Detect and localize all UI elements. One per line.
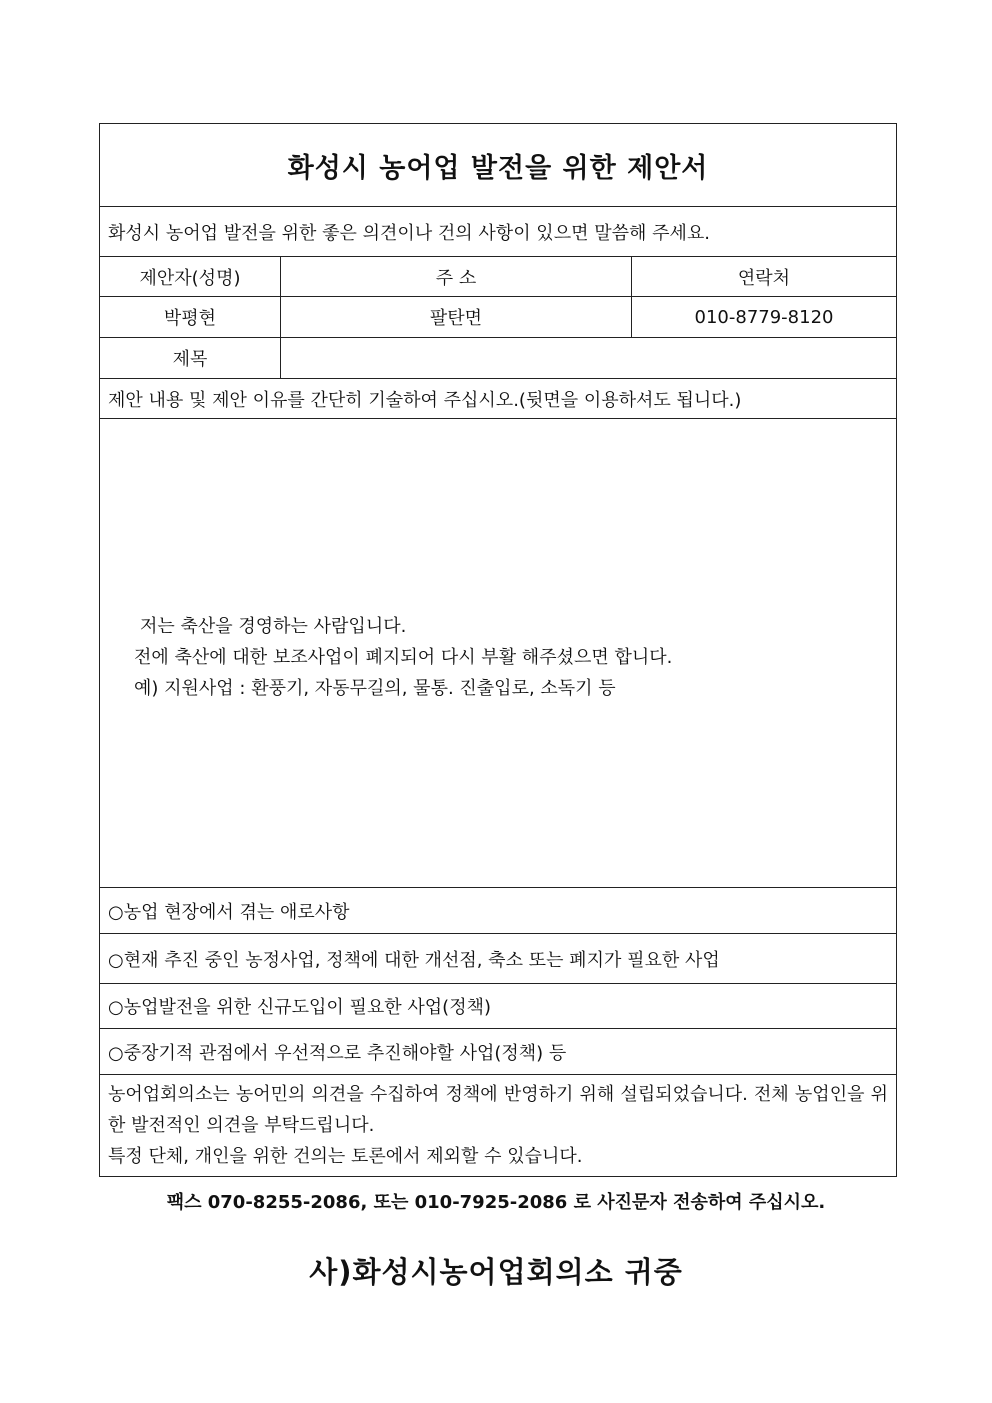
header-row — [100, 257, 896, 297]
content-line: 예) 지원사업 : 환풍기, 자동무길의, 물통. 진출입로, 소독기 등 — [134, 678, 616, 699]
notice-text — [100, 1075, 896, 1176]
contact-header: 연락처 — [737, 267, 791, 289]
content-line: 저는 축산을 경영하는 사람입니다. — [140, 616, 407, 637]
subject-row — [100, 338, 896, 379]
form-title: 화성시 농어업 발전을 위한 제안서 — [287, 152, 709, 184]
topic-row — [100, 934, 896, 984]
instruction-text: 제안 내용 및 제안 이유를 간단히 기술하여 주십시오.(뒷면을 이용하셔도 됩니다.) — [108, 389, 742, 411]
subject-label: 제목 — [100, 338, 281, 378]
topic-row — [100, 1029, 896, 1075]
address-value: 팔탄면 — [281, 297, 632, 337]
topic-item: ○농업 현장에서 겪는 애로사항 — [108, 901, 350, 923]
proposer-header: 제안자(성명) — [100, 257, 281, 296]
proposal-content — [134, 611, 672, 704]
values-row — [100, 297, 896, 338]
content-line: 전에 축산에 대한 보조사업이 폐지되어 다시 부활 해주셨으면 합니다. — [134, 647, 673, 668]
title-row — [100, 124, 896, 207]
topic-row — [100, 984, 896, 1029]
notice-row — [100, 1075, 896, 1176]
topic-row — [100, 888, 896, 934]
proposal-form — [99, 123, 897, 1177]
topic-item: ○중장기적 관점에서 우선적으로 추진해야할 사업(정책) 등 — [108, 1042, 567, 1064]
topic-item: ○현재 추진 중인 농정사업, 정책에 대한 개선점, 축소 또는 폐지가 필요한 사업 — [108, 949, 720, 971]
notice-paragraph: 특정 단체, 개인을 위한 건의는 토론에서 제외할 수 있습니다. — [108, 1146, 583, 1167]
intro-row — [100, 207, 896, 257]
contact-value: 010-8779-8120 — [694, 306, 834, 328]
instruction-row — [100, 379, 896, 419]
subject-field[interactable] — [281, 338, 896, 378]
proposer-name: 박평현 — [100, 297, 281, 337]
recipient-line: 사)화성시농어업회의소 귀중 — [309, 1255, 683, 1289]
address-header: 주 소 — [281, 257, 632, 296]
proposal-content-area[interactable] — [100, 419, 896, 887]
content-row — [100, 419, 896, 888]
notice-paragraph: 농어업회의소는 농어민의 의견을 수집하여 정책에 반영하기 위해 설립되었습니다. 전체 농업인을 위한 발전적인 의견을 부탁드립니다. — [108, 1084, 888, 1136]
fax-instruction: 팩스 070-8255-2086, 또는 010-7925-2086 로 사진문자 전송하여 주십시오. — [166, 1192, 826, 1213]
intro-text: 화성시 농어업 발전을 위한 좋은 의견이나 건의 사항이 있으면 말씀해 주세요. — [108, 222, 710, 244]
topic-item: ○농업발전을 위한 신규도입이 필요한 사업(정책) — [108, 997, 492, 1018]
